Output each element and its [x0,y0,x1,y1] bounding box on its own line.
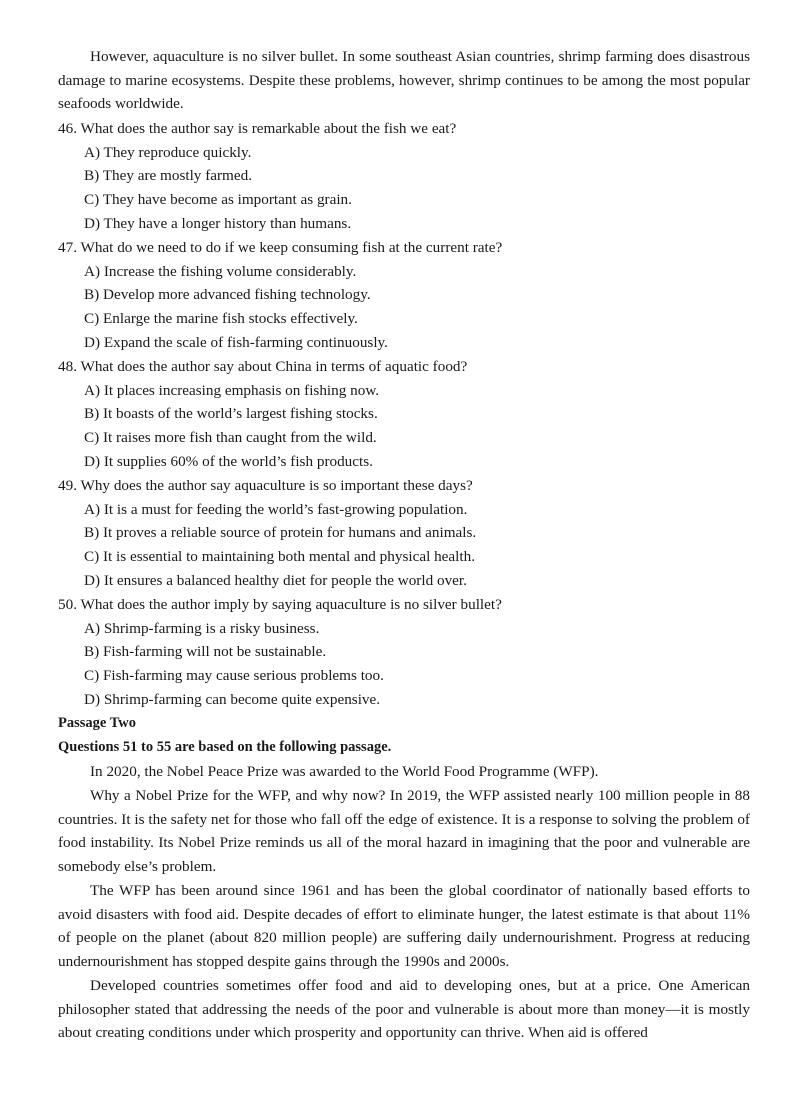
option-a: A) Increase the fishing volume considerably. [84,262,357,280]
option-c: C) Enlarge the marine fish stocks effectively. [84,310,358,328]
passage-heading: Passage Two [58,715,137,731]
option-b: B) It proves a reliable source of protein for humans and animals. [84,524,477,542]
option-d: D) They have a longer history than humans. [84,214,352,232]
passage-instructions: Questions 51 to 55 are based on the following passage. [58,739,392,755]
option-c: C) Fish-farming may cause serious problems too. [84,667,384,685]
question-48 [58,355,750,473]
option-d: D) It ensures a balanced healthy diet for people the world over. [84,571,467,589]
question-stem: 46. What does the author say is remarkable about the fish we eat? [58,120,457,137]
option-b: B) They are mostly farmed. [84,167,252,185]
passage-paragraph-3: The WFP has been around since 1961 and has been the global coordinator of nationally based efforts to avoid disasters with food aid. Despite decades of effort to eliminate hunger, the latest estimate is that about 11% of people on the planet (about 820 million people) are suffering daily undernourishment. Progress at reducing undernourishment has stopped despite gains through the 1990s and 2000s. [58,882,750,971]
option-c: C) They have become as important as grain. [84,191,352,209]
question-47 [58,236,750,354]
option-a: A) They reproduce quickly. [84,143,252,161]
passage-paragraph-1: In 2020, the Nobel Peace Prize was awarded to the World Food Programme (WFP). [90,763,599,780]
option-b: B) Fish-farming will not be sustainable. [84,643,327,661]
passage-one-closing-paragraph: However, aquaculture is no silver bullet. In some southeast Asian countries, shrimp farming does disastrous damage to marine ecosystems. Despite these problems, however, shrimp continues to be among the most popular seafoods worldwide. [58,48,750,113]
option-d: D) It supplies 60% of the world’s fish products. [84,452,373,470]
question-50 [58,593,750,711]
question-stem: 49. Why does the author say aquaculture is so important these days? [58,477,473,494]
option-b: B) It boasts of the world’s largest fishing stocks. [84,405,378,423]
question-stem: 47. What do we need to do if we keep consuming fish at the current rate? [58,239,503,256]
option-c: C) It raises more fish than caught from the wild. [84,429,377,447]
option-c: C) It is essential to maintaining both mental and physical health. [84,548,475,566]
option-a: A) Shrimp-farming is a risky business. [84,619,320,637]
option-d: D) Shrimp-farming can become quite expensive. [84,690,381,708]
question-49 [58,474,750,592]
passage-paragraph-4: Developed countries sometimes offer food and aid to developing ones, but at a price. One American philosopher stated that addressing the needs of the poor and vulnerable is about more than money—it is mostly about creating conditions under which prosperity and opportunity can thrive. When aid is offered [58,977,750,1042]
question-46 [58,117,750,235]
option-b: B) Develop more advanced fishing technology. [84,286,371,304]
passage-paragraph-2: Why a Nobel Prize for the WFP, and why now? In 2019, the WFP assisted nearly 100 million people in 88 countries. It is the safety net for those who fall off the edge of existence. It is a response to solving the problem of food instability. Its Nobel Prize reminds us all of the moral hazard in imagining that the poor and vulnerable are somebody else’s problem. [58,787,750,876]
option-a: A) It places increasing emphasis on fishing now. [84,381,380,399]
question-stem: 48. What does the author say about China in terms of aquatic food? [58,358,468,375]
option-d: D) Expand the scale of fish-farming continuously. [84,333,388,351]
question-stem: 50. What does the author imply by saying aquaculture is no silver bullet? [58,596,502,613]
option-a: A) It is a must for feeding the world’s fast-growing population. [84,500,468,518]
